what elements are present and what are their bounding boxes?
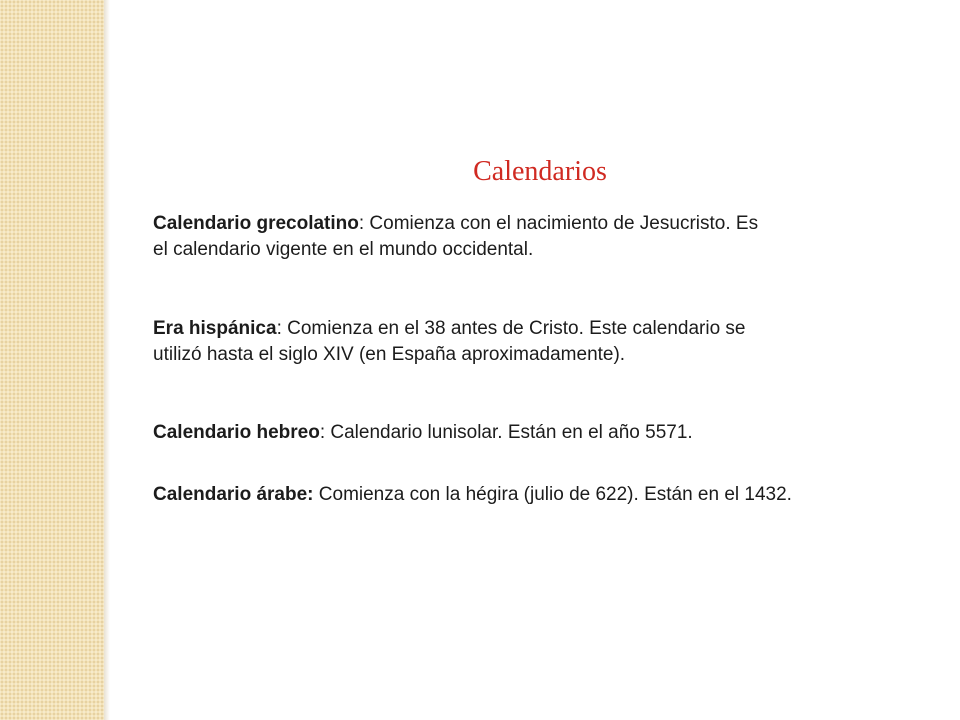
slide-title: Calendarios	[473, 156, 607, 187]
entry-calendario-arabe	[153, 482, 913, 508]
decorative-side-band	[0, 0, 104, 720]
entry-separator: :	[276, 318, 282, 339]
entry-text-line2: el calendario vigente en el mundo occidental.	[153, 239, 534, 260]
entry-separator: :	[319, 422, 326, 443]
entry-text-line1: Comienza con el nacimiento de Jesucristo. Es	[364, 213, 759, 234]
entry-text-line1: Comienza en el 38 antes de Cristo. Este calendario se	[281, 318, 746, 339]
side-band-shadow	[104, 0, 110, 720]
entry-text-line1: Comienza con la hégira (julio de 622). Están en el 1432.	[313, 484, 792, 505]
entry-text-line2: utilizó hasta el siglo XIV (en España aproximadamente).	[153, 344, 626, 365]
entry-term: Calendario árabe:	[153, 484, 314, 505]
entry-calendario-hebreo	[153, 420, 913, 446]
entry-term: Calendario grecolatino	[153, 213, 359, 234]
entry-era-hispanica	[153, 316, 913, 368]
entry-term: Era hispánica	[153, 318, 277, 339]
entry-term: Calendario hebreo	[153, 422, 320, 443]
entry-text-line1: Calendario lunisolar. Están en el año 5571.	[325, 422, 693, 443]
entry-calendario-grecolatino	[153, 211, 913, 263]
entry-separator: :	[358, 213, 365, 234]
